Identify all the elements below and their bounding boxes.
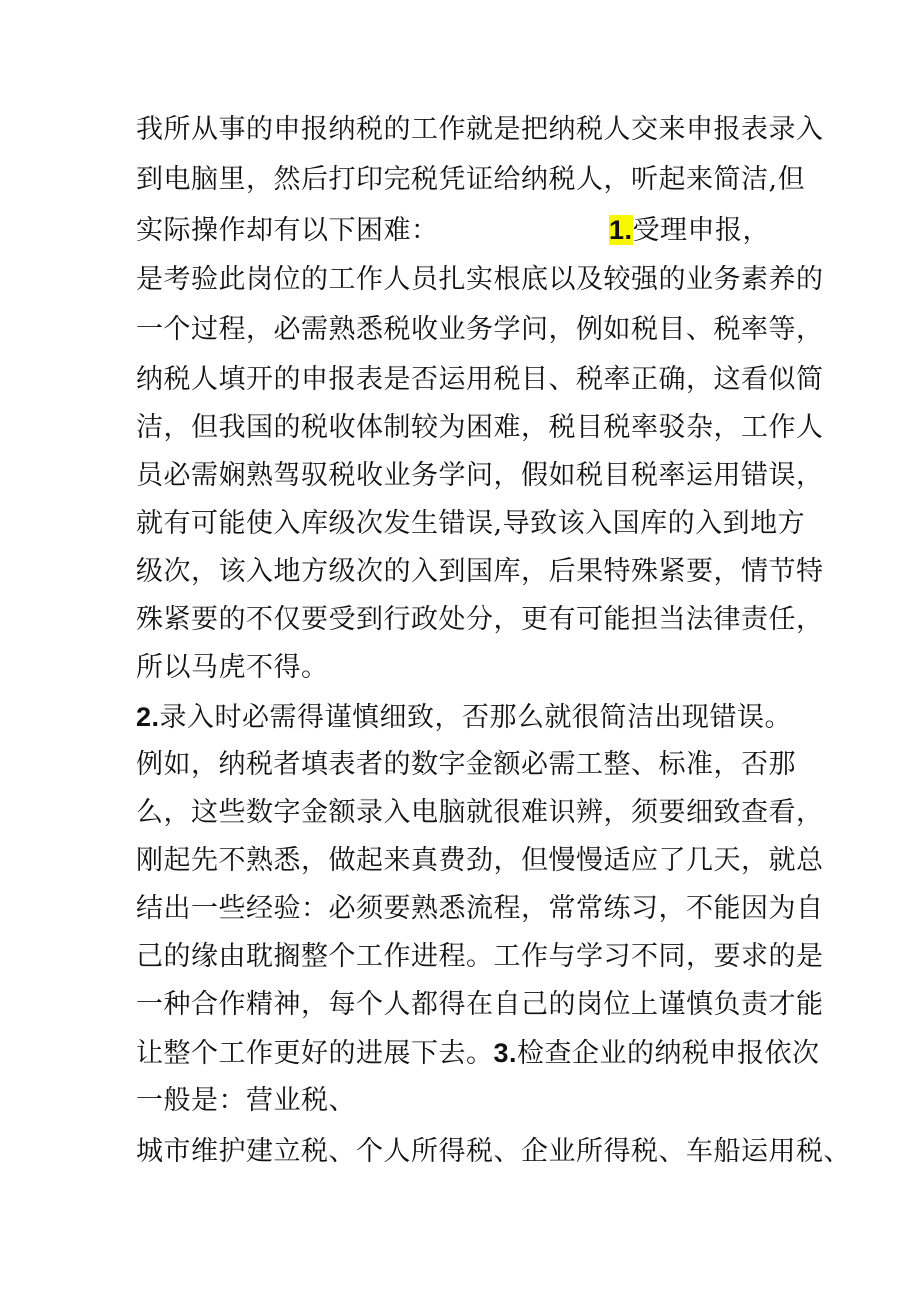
line-text: 纳税人填开的申报表是否运用税目、税率正确，这看似简 [136, 364, 824, 395]
line-text: 刚起先不熟悉，做起来真费劲，但慢慢适应了几天，就总 [136, 845, 824, 876]
paragraph-line-7 [136, 410, 824, 446]
line-text: 实际操作却有以下困难： [136, 215, 439, 246]
paragraph-line-21 [136, 1083, 356, 1119]
line-text: 是考验此岗位的工作人员扎实根底以及较强的业务素养的 [136, 264, 824, 295]
line-text: 一个过程，必需熟悉税收业务学问，例如税目、税率等， [136, 314, 824, 345]
line-text: 一般是：营业税、 [136, 1085, 356, 1116]
item-number-1: 1. [609, 215, 633, 245]
line-text: 员必需娴熟驾驭税收业务学问，假如税目税率运用错误， [136, 460, 824, 491]
line-text: 结出一些经验：必须要熟悉流程，常常练习，不能因为自 [136, 893, 824, 924]
paragraph-line-20 [136, 1035, 820, 1072]
line-text: 所以马虎不得。 [136, 652, 329, 683]
paragraph-line-11 [136, 602, 824, 638]
paragraph-line-6 [136, 362, 824, 398]
paragraph-line-2 [136, 162, 805, 198]
line-text: 么，这些数字金额录入电脑就很难识辨，须要细致查看， [136, 797, 824, 828]
line-text: 例如，纳税者填表者的数字金额必需工整、标准，否那 [136, 749, 796, 780]
paragraph-line-9 [136, 506, 805, 542]
paragraph-line-12 [136, 650, 329, 686]
paragraph-line-17 [136, 891, 824, 927]
paragraph-line-4 [136, 262, 824, 298]
line-text: 我所从事的申报纳税的工作就是把纳税人交来申报表录入 [136, 114, 824, 145]
line-text: 己的缘由耽搁整个工作进程。工作与学习不同，要求的是 [136, 941, 824, 972]
line-text: 一种合作精神，每个人都得在自己的岗位上谨慎负责才能 [136, 989, 824, 1020]
paragraph-line-10 [136, 554, 824, 590]
item-3-heading: 检查企业的纳税申报依次 [517, 1038, 820, 1069]
item-number-3: 3. [493, 1038, 518, 1068]
paragraph-line-15 [136, 795, 824, 831]
line-text: 殊紧要的不仅要受到行政处分，更有可能担当法律责任， [136, 604, 824, 635]
item-1-heading: 受理申报， [632, 215, 771, 246]
line-text: 级次，该入地方级次的入到国库，后果特殊紧要，情节特 [136, 556, 824, 587]
line-text: 城市维护建立税、个人所得税、企业所得税、车船运用税、 [136, 1136, 851, 1167]
paragraph-line-16 [136, 843, 824, 879]
line-text: 洁，但我国的税收体制较为困难，税目税率驳杂，工作人 [136, 412, 824, 443]
paragraph-line-3 [136, 212, 770, 249]
paragraph-line-5 [136, 312, 824, 348]
line-text: 就有可能使入库级次发生错误,导致该入国库的入到地方 [136, 508, 806, 539]
paragraph-line-1 [136, 112, 824, 148]
paragraph-line-8 [136, 458, 824, 494]
paragraph-line-18 [136, 939, 824, 975]
line-text: 让整个工作更好的进展下去。 [136, 1038, 494, 1069]
paragraph-line-22 [136, 1134, 851, 1170]
item-number-2: 2. [136, 702, 160, 732]
line-text: 到电脑里，然后打印完税凭证给纳税人，听起来简洁,但 [136, 164, 806, 195]
paragraph-line-19 [136, 987, 824, 1023]
paragraph-line-13 [136, 699, 792, 736]
line-text: 录入时必需得谨慎细致，否那么就很简洁出现错误。 [159, 702, 793, 733]
paragraph-line-14 [136, 747, 796, 783]
